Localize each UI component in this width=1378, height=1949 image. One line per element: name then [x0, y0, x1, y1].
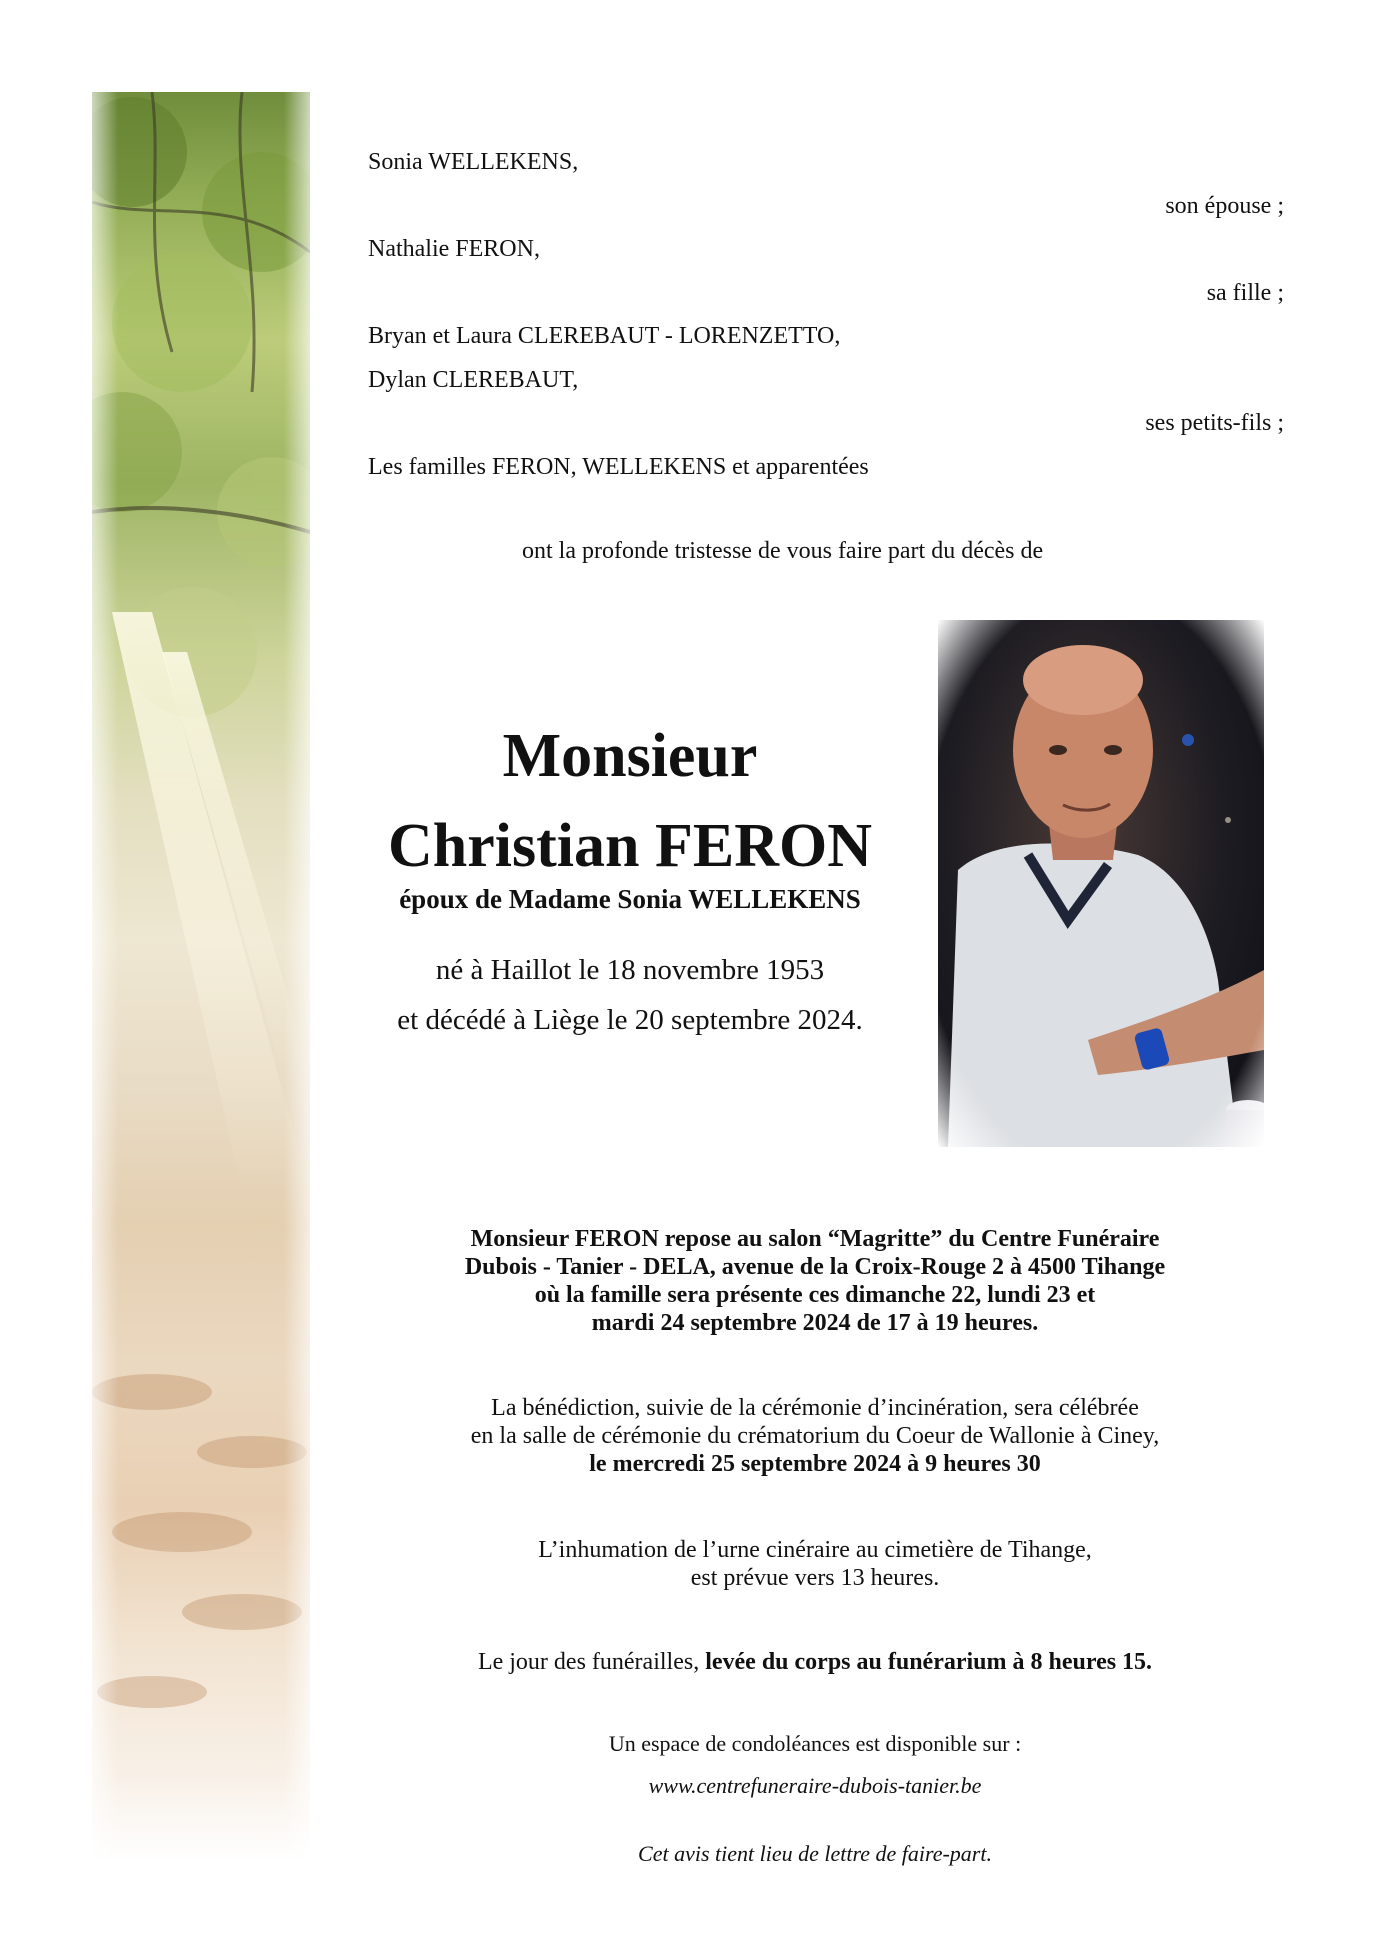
- daughter-name: Nathalie FERON,: [368, 236, 540, 262]
- ceremony-line1: La bénédiction, suivie de la cérémonie d’incinération, sera célébrée: [491, 1395, 1139, 1421]
- honorific-title: Monsieur: [502, 722, 758, 790]
- deceased-name: Christian FERON: [388, 812, 872, 880]
- repose-line3: où la famille sera présente ces dimanche 22, lundi 23 et: [534, 1282, 1096, 1308]
- portrait-photo: [938, 620, 1264, 1147]
- grandsons-line2: Dylan CLEREBAUT,: [368, 367, 579, 393]
- ceremony-paragraph: [330, 1394, 1300, 1478]
- inhumation-line1: L’inhumation de l’urne cinéraire au cimetière de Tihange,: [538, 1537, 1092, 1563]
- families-line: Les familles FERON, WELLEKENS et apparentées: [368, 454, 869, 480]
- forest-path-image: [92, 92, 310, 1862]
- ceremony-line3: le mercredi 25 septembre 2024 à 9 heures 30: [589, 1451, 1041, 1477]
- repose-line1: Monsieur FERON repose au salon “Magritte” du Centre Funéraire: [470, 1226, 1160, 1252]
- repose-line2: Dubois - Tanier - DELA, avenue de la Croix-Rouge 2 à 4500 Tihange: [464, 1254, 1166, 1280]
- death-line: et décédé à Liège le 20 septembre 2024.: [397, 1004, 863, 1036]
- funeral-day-line: [330, 1648, 1300, 1676]
- grandsons-role: ses petits-fils ;: [1145, 410, 1284, 436]
- funeral-day-bold: levée du corps au funérarium à 8 heures 15.: [705, 1649, 1153, 1675]
- spouse-name: Sonia WELLEKENS,: [368, 149, 579, 175]
- birth-line: né à Haillot le 18 novembre 1953: [435, 954, 825, 986]
- ceremony-line2: en la salle de cérémonie du crématorium du Coeur de Wallonie à Ciney,: [470, 1423, 1160, 1449]
- spouse-role: son épouse ;: [1165, 193, 1284, 219]
- closing-note: Cet avis tient lieu de lettre de faire-part.: [638, 1841, 992, 1866]
- daughter-role: sa fille ;: [1206, 280, 1284, 306]
- funeral-day-prefix: Le jour des funérailles,: [477, 1649, 706, 1675]
- grandsons-line1: Bryan et Laura CLEREBAUT - LORENZETTO,: [368, 323, 841, 349]
- inhumation-line2: est prévue vers 13 heures.: [690, 1565, 940, 1591]
- inhumation-paragraph: [330, 1536, 1300, 1592]
- condolences-url[interactable]: www.centrefuneraire-dubois-tanier.be: [648, 1773, 982, 1798]
- announcement-line: ont la profonde tristesse de vous faire part du décès de: [522, 538, 1044, 564]
- repose-paragraph: [330, 1225, 1300, 1337]
- repose-line4: mardi 24 septembre 2024 de 17 à 19 heures.: [591, 1310, 1039, 1336]
- spouse-of-line: époux de Madame Sonia WELLEKENS: [399, 884, 861, 914]
- condolences-intro: Un espace de condoléances est disponible sur :: [608, 1731, 1022, 1756]
